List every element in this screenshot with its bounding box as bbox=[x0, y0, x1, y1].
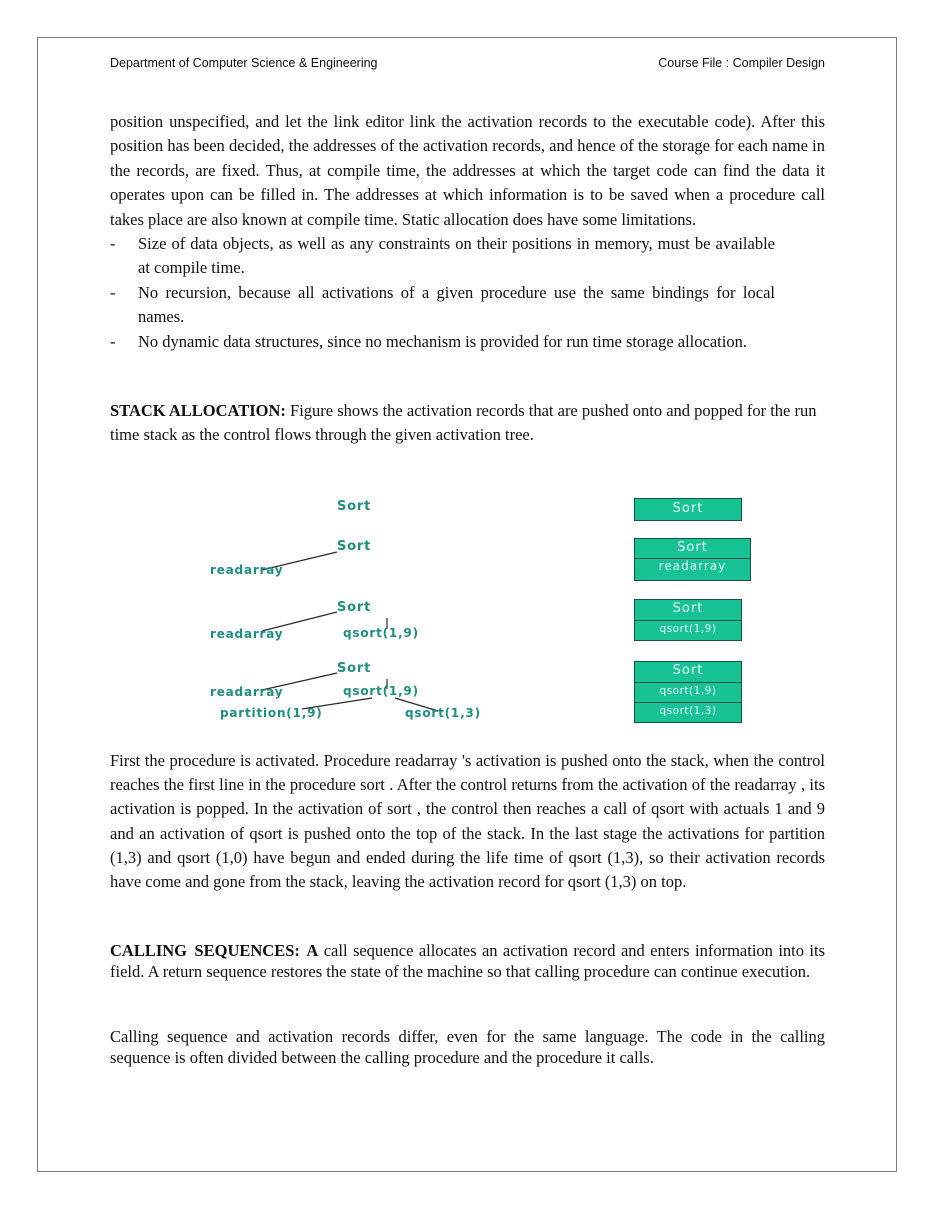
tree-node-readarray: readarray bbox=[210, 685, 284, 699]
stack-cell: qsort(1,3) bbox=[635, 702, 741, 717]
bullet-text: Size of data objects, as well as any constraints on their positions in memory, must be available at compile time. bbox=[138, 234, 775, 278]
bullet-marker: - bbox=[110, 234, 116, 254]
bullet-text: No recursion, because all activations of a given procedure use the same bindings for local names. bbox=[138, 282, 775, 327]
stack-cell: Sort bbox=[672, 601, 704, 616]
bullet-text: No dynamic data structures, since no mechanism is provided for run time storage allocation. bbox=[138, 331, 747, 351]
tree-node-qsort: qsort(1,9) bbox=[343, 626, 419, 640]
tree-node-sort: Sort bbox=[337, 539, 372, 554]
calling-sequences-text: call sequence allocates an activation record and enters information into its field. A return sequence restores the state of the machine so that calling procedure can continue execution. bbox=[110, 941, 825, 982]
closing-section bbox=[110, 1026, 825, 1069]
bullet-item bbox=[110, 281, 825, 330]
closing-paragraph: Calling sequence and activation records differ, even for the same language. The code in the calling sequence is often divided between the calling procedure and the procedure it calls. bbox=[110, 1027, 825, 1068]
bullet-marker: - bbox=[110, 331, 116, 351]
tree-node-sort: Sort bbox=[337, 499, 372, 514]
stack-cell: qsort(1,9) bbox=[635, 682, 741, 697]
tree-node-readarray: readarray bbox=[210, 627, 284, 641]
header-department: Department of Computer Science & Engineering bbox=[110, 56, 378, 70]
bullet-item bbox=[110, 330, 825, 354]
bullet-item bbox=[110, 232, 825, 281]
stack-cell: readarray bbox=[635, 558, 750, 573]
intro-section bbox=[110, 110, 825, 354]
activation-record-stack bbox=[634, 538, 751, 581]
stack-allocation-heading: STACK ALLOCATION: bbox=[110, 401, 286, 420]
activation-figure bbox=[200, 490, 760, 730]
explanation-paragraph: First the procedure is activated. Procedure readarray 's activation is pushed onto the stack, when the control reaches the first line in the procedure sort . After the control returns from the activation of the readarray , its activation is popped. In the activation of sort , the control then reaches a call of qsort with actuals 1 and 9 and an activation of qsort is pushed onto the top of the stack. In the last stage the activations for partition (1,3) and qsort (1,0) have begun and ended during the life time of qsort (1,3), so their activation records have come and gone from the stack, leaving the activation record for qsort (1,3) on top. bbox=[110, 751, 825, 892]
stack-cell: qsort(1,9) bbox=[635, 620, 741, 635]
tree-node-sort: Sort bbox=[337, 600, 372, 615]
tree-node-partition: partition(1,9) bbox=[220, 706, 323, 720]
activation-record-stack bbox=[634, 599, 742, 641]
intro-paragraph: position unspecified, and let the link editor link the activation records to the executable code). After this position has been decided, the addresses of the activation records, and hence of the storage for each name in the records, are fixed. Thus, at compile time, the addresses at which the target code can find the data it operates upon can be filled in. The addresses at which information is to be saved when a procedure call takes place are also known at compile time. Static allocation does have some limitations. bbox=[110, 112, 825, 229]
tree-node-readarray: readarray bbox=[210, 563, 284, 577]
stack-allocation-text: Figure shows the activation records that are pushed onto and popped for the run time stack as the control flows through the given activation tree. bbox=[110, 401, 817, 445]
stack-cell: Sort bbox=[677, 540, 708, 555]
calling-sequences-heading: CALLING SEQUENCES: A bbox=[110, 941, 319, 960]
bullet-marker: - bbox=[110, 282, 116, 302]
stack-cell: Sort bbox=[672, 663, 704, 678]
stack-allocation-section bbox=[110, 399, 825, 448]
header-course-file: Course File : Compiler Design bbox=[658, 56, 825, 70]
tree-node-qsort: qsort(1,9) bbox=[343, 684, 419, 698]
tree-node-sort: Sort bbox=[337, 661, 372, 676]
stack-cell: Sort bbox=[672, 501, 704, 516]
activation-record-stack bbox=[634, 661, 742, 723]
tree-node-qsort: qsort(1,3) bbox=[405, 706, 481, 720]
activation-record-stack bbox=[634, 498, 742, 521]
calling-sequences-section bbox=[110, 940, 825, 983]
explanation-section bbox=[110, 749, 825, 894]
